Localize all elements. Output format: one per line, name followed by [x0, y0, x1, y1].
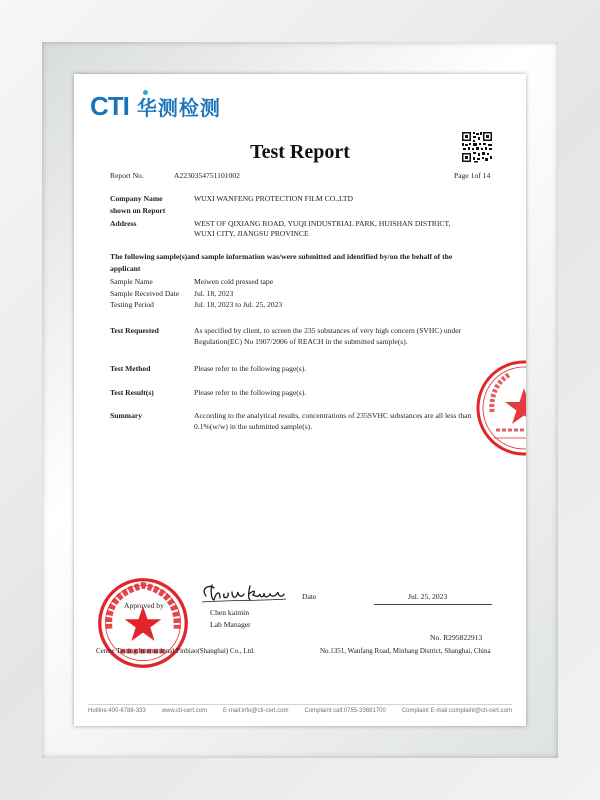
- address-label: Address: [110, 219, 137, 228]
- signer-name: Chen kaimin: [210, 608, 250, 617]
- footer-hotline: Hotline:400-6788-333: [88, 708, 146, 714]
- company-label-line2: shown on Report: [110, 206, 166, 215]
- intro-line1: The following sample(s)and sample information was/were submitted and identified by/on the behalf of the: [110, 252, 453, 261]
- page-indicator: Page 1of 14: [454, 171, 491, 180]
- test-requested-line1: As specified by client, to screen the 235 substances of very high concern (SVHC) under: [194, 326, 462, 335]
- logo-brand: CTI: [90, 90, 129, 121]
- handwritten-signature: [198, 582, 288, 604]
- company-value: WUXI WANFENG PROTECTION FILM CO.,LTD: [194, 194, 354, 203]
- signer-role: Lab Manager: [210, 620, 251, 629]
- address-line2: WUXI CITY, JIANGSU PROVINCE: [194, 229, 309, 238]
- logo-name-cn: 华测检测: [136, 95, 221, 120]
- footer-website: www.cti-cert.com: [161, 708, 208, 714]
- date-underline: [374, 604, 492, 605]
- test-requested-line2: Regulation(EC) No 1907/2006 of REACH in the submitted sample(s).: [194, 337, 408, 346]
- footer-complaint-email: Complaint E-mail:complaint@cti-cert.com: [401, 708, 512, 714]
- test-method-value: Please refer to the following page(s).: [194, 364, 307, 373]
- testing-period-label: Testing Period: [110, 300, 154, 309]
- date-value: Jul. 25, 2023: [408, 592, 448, 601]
- summary-label: Summary: [110, 411, 143, 420]
- cti-logo: [90, 92, 221, 120]
- issuing-company-name: Centre Testing International Pinbiao(Shanghai) Co., Ltd.: [96, 647, 255, 655]
- sample-name-value: Meiwen cold pressed tape: [194, 277, 274, 286]
- test-results-label: Test Result(s): [110, 388, 154, 397]
- test-method-label: Test Method: [110, 364, 151, 373]
- address-line1: WEST OF QIXIANG ROAD, YUQI INDUSTRIAL PARK, HUISHAN DISTRICT,: [194, 219, 451, 228]
- date-label: Date: [302, 592, 317, 601]
- sample-name-label: Sample Name: [110, 277, 153, 286]
- report-no-label: Report No.: [110, 171, 144, 180]
- logo-accent-dot: [143, 90, 148, 95]
- right-official-seal: [474, 358, 526, 458]
- footer-divider: [88, 704, 512, 705]
- issuing-company-address: No.1351, Wanfang Road, Minhang District, Shanghai, China: [320, 647, 491, 655]
- report-no-value: A2230354751101002: [174, 171, 240, 180]
- sample-received-value: Jul. 18, 2023: [194, 289, 234, 298]
- test-results-value: Please refer to the following page(s).: [194, 388, 307, 397]
- intro-line2: applicant: [110, 264, 141, 273]
- report-footer: [88, 708, 512, 714]
- report-page: [74, 74, 526, 726]
- footer-complaint-call: Complaint call:0755-33681700: [304, 708, 386, 714]
- summary-line2: 0.1%(w/w) in the submitted sample(s).: [194, 422, 313, 431]
- approved-by-label: Approved by: [124, 601, 164, 610]
- company-label-line1: Company Name: [110, 194, 163, 203]
- certificate-number: No. R295822913: [430, 633, 483, 642]
- report-title: Test Report: [250, 141, 350, 163]
- summary-line1: According to the analytical results, concentrations of 235SVHC substances are all less than: [194, 411, 472, 420]
- footer-email: E-mail:info@cti-cert.com: [223, 708, 289, 714]
- testing-period-value: Jul. 18, 2023 to Jul. 25, 2023: [194, 300, 283, 309]
- sample-received-label: Sample Received Date: [110, 289, 180, 298]
- test-requested-label: Test Requested: [110, 326, 159, 335]
